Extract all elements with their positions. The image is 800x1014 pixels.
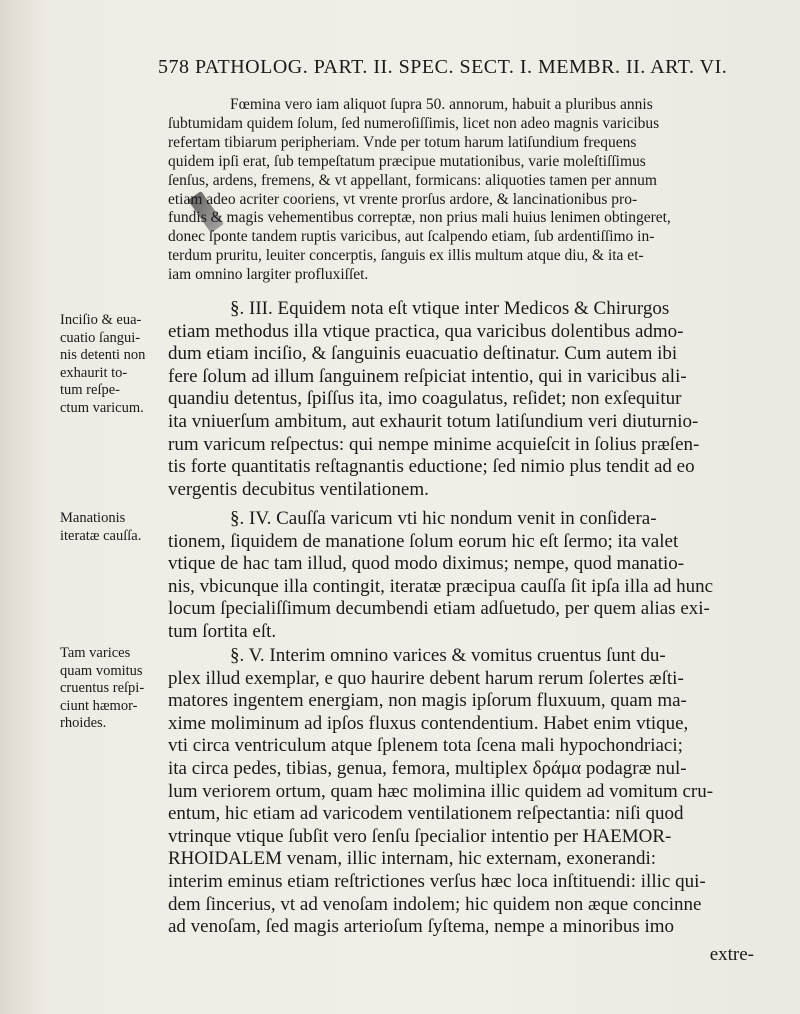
- text-line: etiam methodus illa vtique practica, qua varicibus dolentibus admo-: [168, 320, 684, 342]
- text-line: ſenſus, ardens, fremens, & vt appellant, formicans: aliquoties tamen per annum: [168, 171, 657, 189]
- text-line: locum ſpecialiſſimum decumbendi etiam adſuetudo, per quem alias exi-: [168, 598, 710, 620]
- text-line: entum, hic etiam ad varicodem ventilationem reſpectantia: niſi quod: [168, 803, 684, 825]
- text-line: vergentis decubitus ventilationem.: [168, 478, 429, 500]
- text-line: §. V. Interim omnino varices & vomitus cruentus ſunt du-: [230, 645, 666, 666]
- margin-line: exhaurit to-: [60, 364, 128, 381]
- margin-line: iteratæ cauſſa.: [60, 527, 142, 544]
- section-4: [168, 508, 713, 644]
- text-line: fundis & magis vehementibus correptæ, non prius mali huius lenimen obtingeret,: [168, 209, 671, 227]
- text-line: tis forte quantitatis reſtagnantis eductione; ſed nimio plus tendit ad eo: [168, 456, 695, 478]
- text-line: matores ingentem energiam, non magis ipſorum fluxuum, quam ma-: [168, 690, 687, 712]
- margin-line: Tam varices: [60, 645, 131, 661]
- text-line: ſubtumidam quidem ſolum, ſed numeroſiſſimis, licet non adeo magnis varicibus: [168, 114, 660, 132]
- text-line: ita circa pedes, tibias, genua, femora, multiplex δράμα podagræ nul-: [168, 757, 687, 779]
- margin-line: nis detenti non: [60, 347, 146, 363]
- text-line: ad venoſam, ſed magis arterioſum ſyſtema, nempe a minoribus imo: [168, 916, 675, 938]
- marginal-note: [60, 510, 141, 545]
- text-line: vti circa ventriculum atque ſplenem tota ſcena mali hypochondriaci;: [168, 735, 683, 757]
- margin-line: quam vomitus: [60, 662, 143, 679]
- text-line: fere ſolum ad illum ſanguinem reſpiciat intentio, qui in varicibus ali-: [168, 365, 687, 387]
- margin-line: Inciſio & eua-: [60, 312, 142, 328]
- margin-line: cruentus reſpi-: [60, 680, 145, 696]
- margin-line: ctum varicum.: [60, 399, 144, 416]
- section-5: [168, 645, 713, 939]
- text-line: Fœmina vero iam aliquot ſupra 50. annorum, habuit a pluribus annis: [230, 96, 653, 113]
- text-line: interim eminus etiam reſtrictiones verſus hæc loca inſtituendi: illic qui-: [168, 870, 706, 892]
- case-paragraph: [168, 96, 671, 285]
- text-line: vtrinque vtique ſubſit vero ſenſu ſpecialior intentio per HAEMOR-: [168, 825, 672, 847]
- text-line: RHOIDALEM venam, illic internam, hic externam, exonerandi:: [168, 848, 657, 870]
- text-line: rum varicum reſpectus: qui nempe minime acquieſcit in ſolius præſen-: [168, 433, 700, 455]
- margin-line: Manationis: [60, 510, 126, 526]
- text-line: vtique de hac tam illud, quod modo diximus; nempe, quod manatio-: [168, 553, 685, 575]
- text-line: tionem, ſiquidem de manatione ſolum eorum hic eſt ſermo; ita valet: [168, 530, 679, 552]
- margin-line: cuatio ſangui-: [60, 329, 141, 346]
- text-line: donec ſponte tandem ruptis varicibus, aut ſcalpendo etiam, ſub ardentiſſimo in-: [168, 228, 655, 246]
- text-line: etiam adeo acriter cooriens, vt vrente prorſus ardore, & lancinationibus pro-: [168, 190, 638, 208]
- text-line: quidem ipſi erat, ſub tempeſtatum præcipue mutationibus, varie moleſtiſſimus: [168, 152, 646, 170]
- running-header: 578 PATHOLOG. PART. II. SPEC. SECT. I. MEMBR. II. ART. VI.: [158, 56, 728, 78]
- text-line: nis, vbicunque illa contingit, iteratæ præcipua cauſſa ſit ipſa illa ad hunc: [168, 575, 714, 597]
- margin-line: ciunt hæmor-: [60, 697, 138, 714]
- section-3: [168, 298, 699, 501]
- catchword: extre-: [709, 944, 754, 965]
- text-line: §. IV. Cauſſa varicum vti hic nondum venit in conſidera-: [230, 508, 657, 529]
- text-line: quandiu detentus, ſpiſſus ita, imo coagulatus, reſidet; non exſequitur: [168, 388, 682, 410]
- margin-line: tum reſpe-: [60, 382, 120, 398]
- text-line: plex illud exemplar, e quo haurire debent harum rerum ſolertes æſti-: [168, 667, 684, 689]
- text-line: xime moliminum ad ipſos fluxus contendentium. Habet enim vtique,: [168, 712, 689, 734]
- marginal-note: [60, 645, 144, 733]
- text-line: dum etiam inciſio, & ſanguinis euacuatio deſtinatur. Cum autem ibi: [168, 343, 678, 365]
- margin-line: rhoides.: [60, 715, 107, 731]
- text-line: ita vniuerſum ambitum, aut exhaurit totum latiſundium veri diuturnio-: [168, 410, 699, 432]
- text-line: tum ſortita eſt.: [168, 620, 277, 642]
- text-line: iam omnino largiter profluxiſſet.: [168, 266, 369, 284]
- marginal-note: [60, 312, 145, 417]
- text-line: dem ſincerius, vt ad venoſam indolem; hic quidem non æque concinne: [168, 893, 702, 915]
- text-line: terdum pruritu, leuiter concerptis, ſanguis ex illis multum atque diu, & ita et-: [168, 247, 644, 265]
- text-line: §. III. Equidem nota eſt vtique inter Medicos & Chirurgos: [230, 298, 670, 319]
- text-line: refertam tibiarum peripheriam. Vnde per totum harum latiſundium frequens: [168, 133, 637, 151]
- text-line: lum veriorem ortum, quam hæc molimina illic quidem ad vomitum cru-: [168, 780, 714, 802]
